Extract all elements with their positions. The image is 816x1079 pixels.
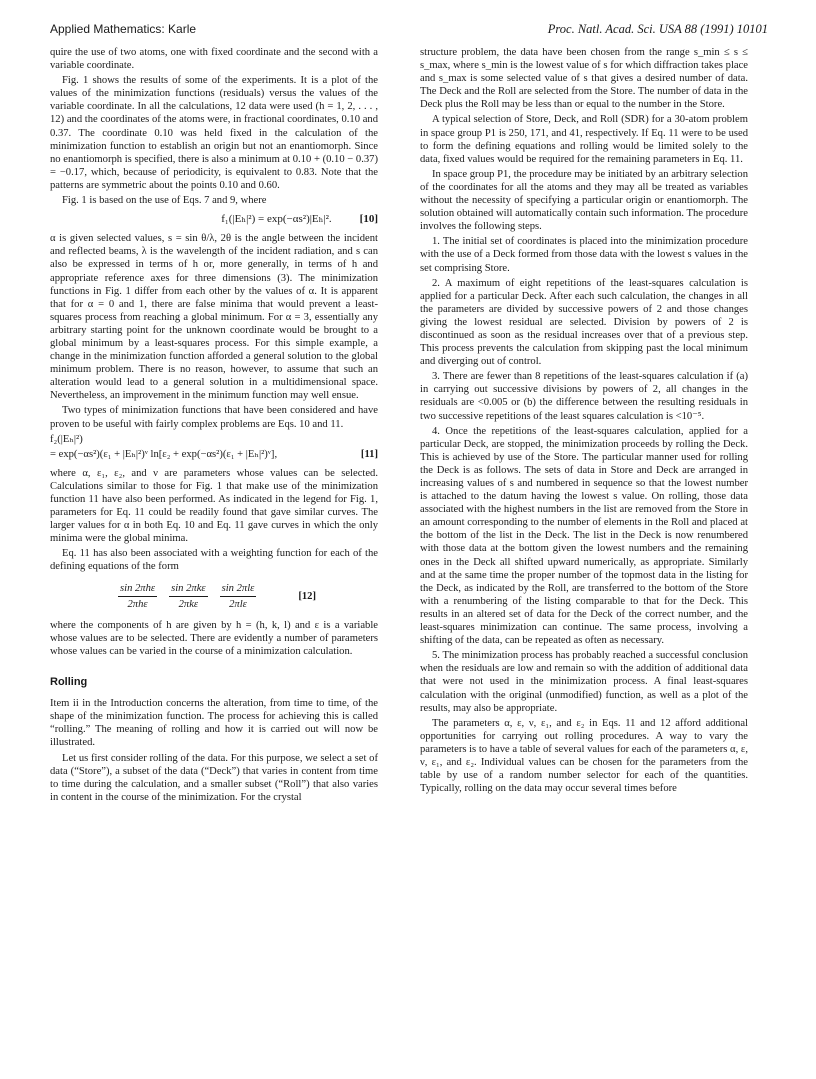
- paragraph: Eq. 11 has also been associated with a weighting function for each of the defining equations of the form: [50, 548, 378, 573]
- paragraph: where the components of h are given by h = (h, k, l) and ε is a variable whose values are to be selected. There are evidently a number of parameters whose values can be varied in the course of a minimization calculation.: [50, 619, 378, 657]
- equation-number: [12]: [298, 590, 316, 602]
- paragraph: α is given selected values, s = sin θ/λ, 2θ is the angle between the incident and reflected beams, λ is the wavelength of the incident radiation, and s can also be expressed in terms of h or, more generally, in terms of h and appropriate reference axes for three dimensions (3). The minimization functions in Fig. 1 differ from each other by the values of α. It is apparent that for α = 0 and 1, there are false minima that would prevent a least-squares process from reaching a global minimum. For α = 3, essentially any arbitrary starting point for the unknown coordinate would be brought to a global minimum by a least-squares process. For this simple example, a change in the minimization function afforded a general solution to the global minimum problem. There is no reason, however, to assume that such an alteration would lead to a general solution in a multidimensional space. Nevertheless, an improvement in the minimum function may well ensue.: [50, 233, 378, 402]
- list-item-step-5: 5. The minimization process has probably reached a successful conclusion when the residuals are low and remain so with the addition of additional data that were not used in the minimization process. A final least-squares calculation with the original (unmodified) function, as well as a plot of the results, may also be appropriate.: [420, 650, 748, 714]
- paragraph: Let us first consider rolling of the data. For this purpose, we select a set of data (“Store”), a subset of the data (“Deck”) that varies in content from time to time during the calculation, and a smaller subset (“Roll”) that also varies in content in the course of the minimization. For the crystal: [50, 752, 378, 803]
- paragraph: The parameters α, ε, ν, ε₁, and ε₂ in Eqs. 11 and 12 afford additional opportunities for carrying out rolling procedures. A way to vary the parameters is to have a table of several values for each of the parameters α, ε, ν, ε₁, and ε₂. Individual values can be chosen for the parameters from the table by use of a random number selector for each of the quantities. Typically, rolling on the data may occur several times before: [420, 717, 748, 795]
- paragraph: Two types of minimization functions that have been considered and have proven to be useful with fairly complex problems are Eqs. 10 and 11.: [50, 405, 378, 430]
- equation-body: = exp(−αs²)(ε₁ + |Eₕ|²)ᵛ ln[ε₂ + exp(−αs²)(ε₁ + |Eₕ|²)ᵛ],: [50, 448, 278, 460]
- equation-11: [50, 448, 378, 461]
- header-section-title: Applied Mathematics: Karle: [50, 22, 197, 36]
- fraction-k: $\frac{\text{sin 2πkε}}{\text{2πkε}}$: [171, 582, 206, 610]
- paragraph: Item ii in the Introduction concerns the alteration, from time to time, of the shape of the minimization function. The process for achieving this is called “rolling.” The meaning of rolling and how it is carried out will now be illustrated.: [50, 698, 378, 749]
- equation-number: [10]: [359, 213, 378, 226]
- list-item-step-4: 4. Once the repetitions of the least-squares calculation, applied for a particular Deck, are stopped, the minimization proceeds by rolling the Deck. This is achieved by use of the Store. The particular manner used for rolling the Deck is as follows. The sets of data in Store and Deck are arranged in increasing values of s and numbered in sequence so that the lowest number is attached to the datum having the lowest s value. On rolling, those data associated with the highest numbers in the list are removed from the Store in an amount corresponding to the number of elements in the Roll and placed at the bottom of the list in the Deck. The list in the Deck is now renumbered with those data at the bottom given the lowest numbers and the remaining ones in the Deck all shifted upward numerically, as appropriate. Similarly and at the same time the proper number of the topmost data in the listing for the Deck, as indicated by the Roll, are transferred to the bottom of the Store with a renumbering of the listing comparable to that for the Deck. This results in an altered set of data for the Deck of the correct number, and the least-squares minimization can continue. The same process, involving a shifting of the data, can be repeated as often as necessary.: [420, 425, 748, 647]
- paragraph: quire the use of two atoms, one with fixed coordinate and the second with a variable coordinate.: [50, 47, 378, 72]
- equation-number: [11]: [360, 448, 378, 460]
- equation-11-lhs: f₂(|Eₕ|²): [50, 433, 83, 445]
- running-header: [50, 22, 768, 42]
- header-journal-citation: Proc. Natl. Acad. Sci. USA 88 (1991) 10101: [547, 22, 768, 36]
- right-column: [420, 46, 748, 797]
- fraction-h: $\frac{\text{sin 2πhε}}{\text{2πhε}}$: [120, 582, 156, 610]
- paragraph: Fig. 1 is based on the use of Eqs. 7 and 9, where: [62, 195, 267, 207]
- paragraph: where α, ε₁, ε₂, and ν are parameters whose values can be selected. Calculations similar to those for Fig. 1 that make use of the minimization function 11 have also been performed. As indicated in the legend for Fig. 1, parameters for Eq. 11 could be readily found that gave similar curves. The larger values for α in both Eq. 10 and Eq. 11 gave curves in which the only minima were the global minima.: [50, 467, 378, 545]
- equation-10: [50, 213, 378, 226]
- paragraph: A typical selection of Store, Deck, and Roll (SDR) for a 30-atom problem in space group P1 is 250, 171, and 41, respectively. If Eq. 11 were to be used to form the defining equations and rolling would be limited solely to the data, fixed values would be required for the remaining parameters in Eq. 11.: [420, 114, 748, 165]
- section-heading-rolling: Rolling: [50, 676, 88, 689]
- paragraph: In space group P1, the procedure may be initiated by an arbitrary selection of the coordinates for all the atoms and they may all be treated as variables without the necessity of specifying a particular origin or enantiomorph. The solution obtained will automatically contain such information. The procedure involves the following steps.: [420, 168, 748, 233]
- equation-body: f₁(|Eₕ|²) = exp(−αs²)|Eₕ|².: [221, 213, 332, 226]
- paragraph: structure problem, the data have been chosen from the range s_min ≤ s ≤ s_max, where s_min is the lowest value of s for which diffraction takes place and s_max is some selected value of s that gives a desired number of data. The Deck and the Roll are selected from the Store. The number of data in the Deck plus the Roll may be less than or equal to the number in the Store.: [420, 47, 748, 111]
- equation-12: [50, 582, 378, 611]
- list-item-step-1: 1. The initial set of coordinates is placed into the minimization procedure with the use of a Deck formed from those data with the lowest s values in the set comprising Store.: [420, 236, 748, 274]
- fraction-l: $\frac{\text{sin 2πlε}}{\text{2πlε}}$: [221, 582, 255, 610]
- left-column: [50, 46, 378, 806]
- list-item-step-2: 2. A maximum of eight repetitions of the least-squares calculation is applied for a particular Deck. After each such calculation, the changes in all the parameters are divided by successive powers of 2 and those changes giving the lowest residual are selected. Division by powers of 2 is discontinued as soon as the residual increases over that of a previous step. This process prevents the calculation from skipping past the local minimum and diverging out of control.: [420, 277, 748, 368]
- paragraph: Fig. 1 shows the results of some of the experiments. It is a plot of the values of the minimization functions (residuals) versus the values of the variable coordinate. In all the calculations, 12 data were used (h = 1, 2, . . . , 12) and the coordinates of the atoms were, in fractional coordinates, 0.10 and 0.37. The coordinate 0.10 was held fixed in the calculation of the minimization function to establish an origin but not an enantiomorph. Since no enantiomorph is specified, there is also a minimum at 0.10 + (0.10 − 0.37) = −0.17, which, because of periodicity, is equivalent to 0.83. Note that the patterns are symmetric about the points 0.10 and 0.60.: [50, 75, 378, 191]
- list-item-step-3: 3. There are fewer than 8 repetitions of the least-squares calculation if (a) in carrying out successive divisions by powers of 2, all changes in the residuals are <0.005 or (b) the difference between the resulting residuals in two successive repetitions of the least squares calculation is <10⁻⁵.: [420, 371, 748, 422]
